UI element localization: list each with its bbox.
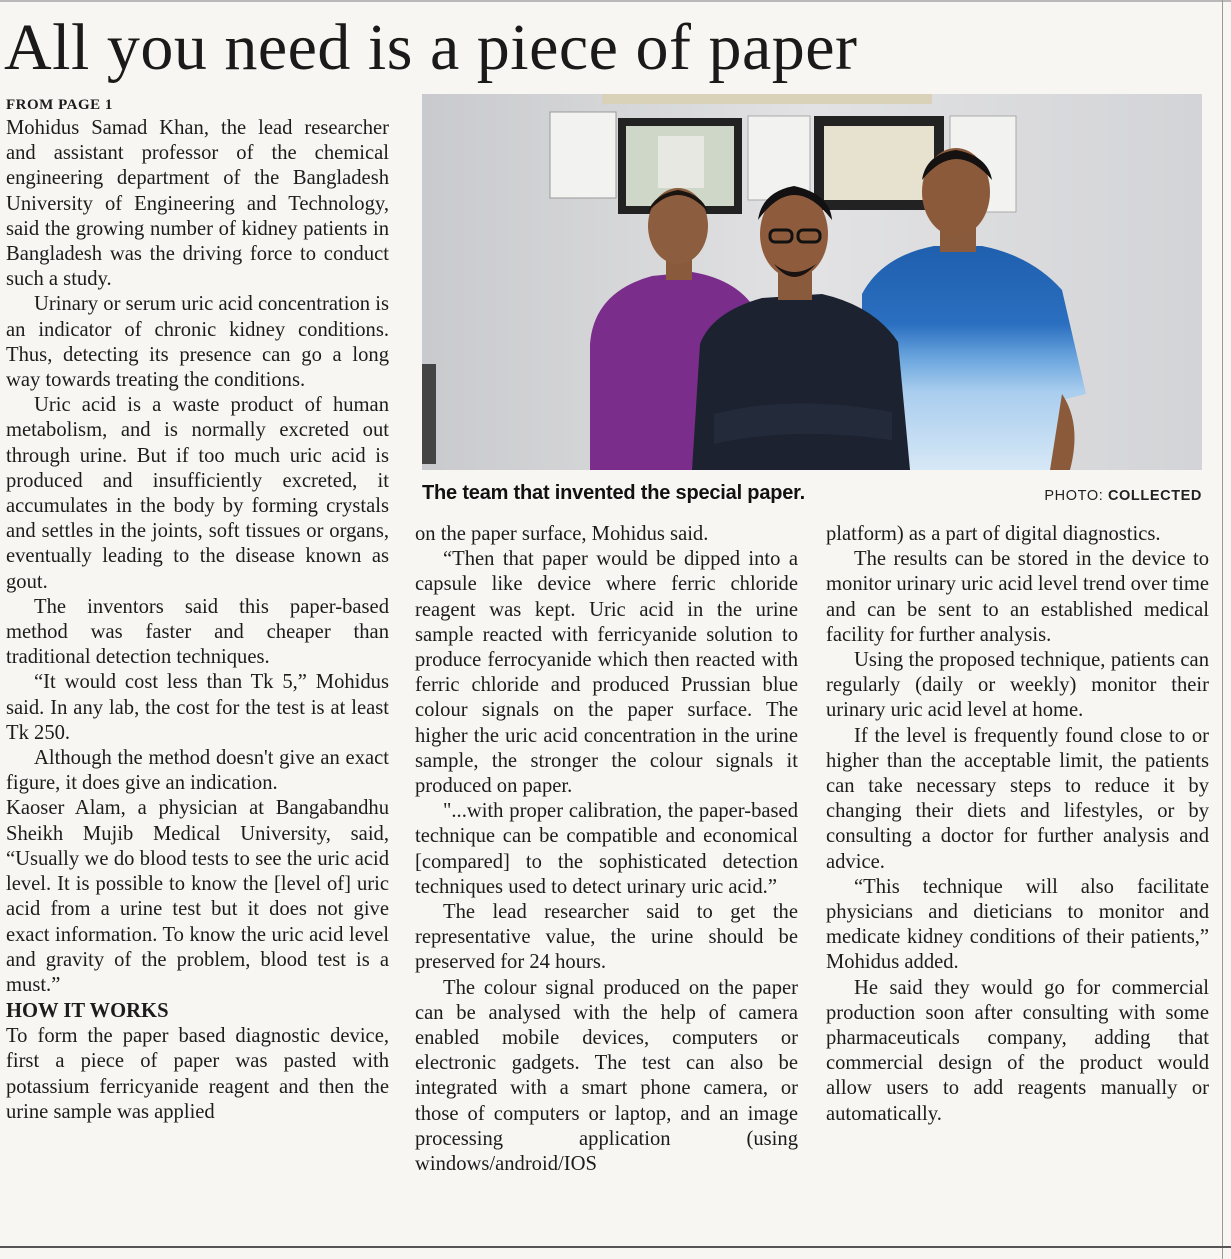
right-rule [1222, 0, 1223, 1259]
article-column-1 [6, 94, 389, 1125]
paragraph: He said they would go for commercial production soon after consulting with some pharmaceuticals company, adding that commercial design of the product would allow users to add reagents manually or automatically. [826, 976, 1209, 1125]
team-photo-illustration [422, 94, 1202, 470]
paragraph: The colour signal produced on the paper can be analysed with the help of camera enabled mobile devices, computers or electronic gadgets. The test can also be integrated with a smart phone camera, or those of computers or laptop, and an image processing application (using windows/android/IOS [415, 976, 798, 1176]
kicker-from-page-1: FROM PAGE 1 [6, 97, 113, 113]
photo-credit-prefix: PHOTO: [1044, 488, 1104, 504]
paragraph: on the paper surface, Mohidus said. [415, 523, 709, 545]
article-column-3 [826, 522, 1209, 1127]
bottom-rule [0, 1246, 1231, 1248]
paragraph: Using the proposed technique, patients can regularly (daily or weekly) monitor their urinary uric acid level at home. [826, 649, 1209, 722]
paragraph: The inventors said this paper-based method was faster and cheaper than traditional detection techniques. [6, 595, 389, 669]
paragraph: Kaoser Alam, a physician at Bangabandhu Sheikh Mujib Medical University, said, “Usually we do blood tests to see the uric acid level. It is possible to know the [level of] uric acid from a urine test but it does not give exact information. To know the uric acid level and gravity of the problem, blood test is a must.” [6, 797, 389, 996]
paragraph: Uric acid is a waste product of human metabolism, and is normally excreted out through urine. But if too much uric acid is produced and insufficiently excreted, it accumulates in the body by forming crystals and settles in the joints, soft tissues or organs, eventually leading to the disease known as gout. [6, 394, 389, 593]
paragraph: The lead researcher said to get the representative value, the urine should be preserved for 24 hours. [415, 901, 798, 974]
photo-caption-bar [422, 482, 1202, 510]
top-rule [0, 0, 1231, 2]
paragraph: “Then that paper would be dipped into a capsule like device where ferric chloride reagent was kept. Uric acid in the urine sample reacted with ferricyanide solution to produce ferrocyanide which then reacted with ferric chloride and produced Prussian blue colour signals on the paper surface. The higher the uric acid concentration in the urine sample, the stronger the colour signals it produced on paper. [415, 548, 798, 798]
subhead-how-it-works: HOW IT WORKS [6, 1000, 169, 1023]
paragraph: To form the paper based diagnostic device, first a piece of paper was pasted with potassium ferricyanide reagent and then the urine sample was applied [6, 1025, 389, 1123]
paragraph: "...with proper calibration, the paper-based technique can be compatible and economical [compared] to the sophisticated detection techniques used to detect urinary uric acid.” [415, 800, 798, 898]
paragraph: If the level is frequently found close to or higher than the acceptable limit, the patients can take necessary steps to reduce it by changing their diets and lifestyles, or by consulting a doctor for further analysis and advice. [826, 724, 1209, 873]
paragraph: Although the method doesn't give an exact figure, it does give an indication. [6, 747, 389, 795]
photo-credit-source: COLLECTED [1107, 488, 1202, 504]
paragraph: Mohidus Samad Khan, the lead researcher and assistant professor of the chemical engineering department of the Bangladesh University of Engineering and Technology, said the growing number of kidney patients in Bangladesh was the driving force to conduct such a study. [6, 117, 389, 291]
article-column-2 [415, 522, 798, 1177]
team-photo [422, 94, 1202, 470]
headline: All you need is a piece of paper [4, 11, 858, 84]
paragraph: Urinary or serum uric acid concentration is an indicator of chronic kidney conditions. Thus, detecting its presence can go a long way towards treating the conditions. [6, 293, 389, 392]
photo-credit [1044, 488, 1202, 504]
paragraph: “It would cost less than Tk 5,” Mohidus said. In any lab, the cost for the test is at least Tk 250. [6, 671, 389, 744]
paragraph: platform) as a part of digital diagnostics. [826, 523, 1161, 545]
paragraph: The results can be stored in the device to monitor urinary uric acid level trend over time and can be sent to an established medical facility for further analysis. [826, 548, 1209, 646]
paragraph: “This technique will also facilitate physicians and dieticians to monitor and medicate kidney conditions of their patients,” Mohidus added. [826, 875, 1209, 974]
photo-caption: The team that invented the special paper. [422, 482, 806, 504]
